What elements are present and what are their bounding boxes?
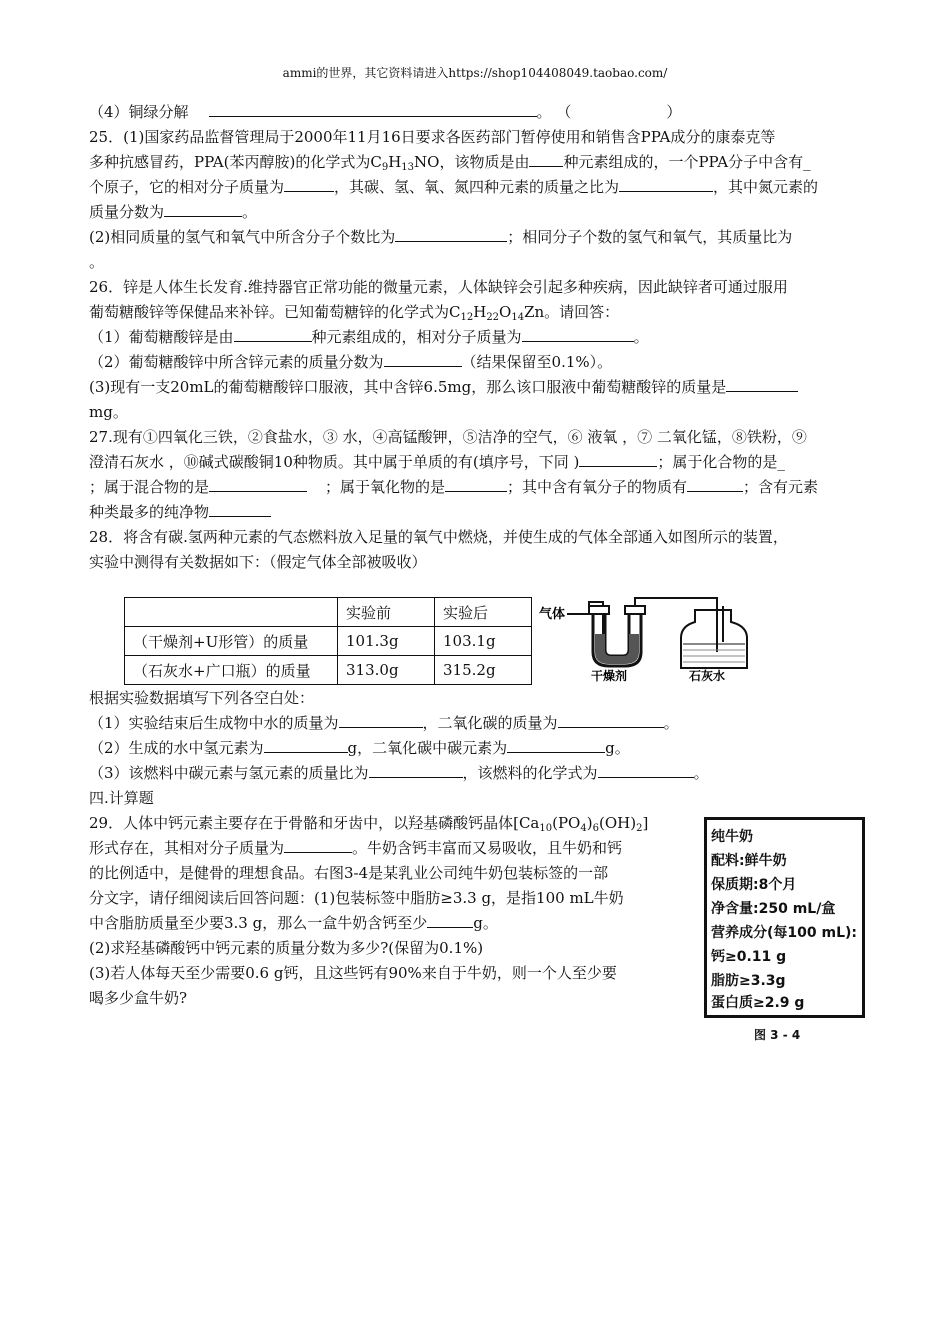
q26-line3: （1）葡萄糖酸锌是由 种元素组成的，相对分子质量为 。 bbox=[89, 328, 649, 346]
table-cell: （石灰水+广口瓶）的质量 bbox=[125, 656, 338, 685]
blank[interactable] bbox=[264, 738, 348, 753]
table-cell: 315.2g bbox=[435, 656, 532, 685]
q25-line1: 25．(1)国家药品监督管理局于2000年11月16日要求各医药部门暂停使用和销售含PPA成分的康泰克等 bbox=[89, 128, 776, 146]
label-ingredients: 配料:鲜牛奶 bbox=[711, 853, 787, 869]
table-row bbox=[125, 656, 532, 685]
blank[interactable] bbox=[427, 913, 473, 928]
blank[interactable] bbox=[598, 763, 694, 778]
q27-line1: 27.现有①四氧化三铁，②食盐水，③ 水，④高锰酸钾，⑤洁净的空气，⑥ 液氧 ，⑦ 二氧化锰，⑧铁粉，⑨ bbox=[89, 428, 807, 446]
q29-line2: 形式存在，其相对分子质量为 。牛奶含钙丰富而又易吸收，且牛奶和钙 bbox=[89, 839, 623, 857]
limewater-label: 石灰水 bbox=[689, 669, 726, 682]
label-nutrition: 营养成分(每100 mL): bbox=[711, 925, 858, 941]
blank[interactable] bbox=[558, 713, 664, 728]
blank[interactable] bbox=[209, 502, 271, 517]
q29-line8: 喝多少盒牛奶? bbox=[89, 989, 188, 1007]
blank[interactable] bbox=[522, 327, 634, 342]
limewater-fill bbox=[683, 650, 745, 662]
blank[interactable] bbox=[209, 477, 307, 492]
q28-line6: （3）该燃料中碳元素与氢元素的质量比为 ，该燃料的化学式为 。 bbox=[89, 764, 709, 782]
drying-agent-label: 干燥剂 bbox=[591, 669, 628, 682]
blank[interactable] bbox=[507, 738, 605, 753]
q26-line1: 26．锌是人体生长发育.维持器官正常功能的微量元素，人体缺锌会引起多种疾病，因此缺锌者可通过服用 bbox=[89, 278, 788, 296]
blank[interactable] bbox=[234, 327, 312, 342]
q28-line1: 28．将含有碳.氢两种元素的气态燃料放入足量的氧气中燃烧，并使生成的气体全部通入如图所示的装置， bbox=[89, 528, 788, 546]
blank[interactable] bbox=[164, 202, 242, 217]
label-fat: 脂肪≥3.3g bbox=[711, 973, 786, 989]
q28-line2: 实验中测得有关数据如下：（假定气体全部被吸收） bbox=[89, 553, 427, 571]
q26-line6: mg。 bbox=[89, 403, 128, 421]
table-cell: （干燥剂+U形管）的质量 bbox=[125, 627, 338, 656]
blank[interactable] bbox=[284, 177, 334, 192]
table-cell: 101.3g bbox=[338, 627, 435, 656]
stopper bbox=[625, 606, 645, 614]
blank[interactable] bbox=[619, 177, 713, 192]
blank[interactable] bbox=[395, 227, 507, 242]
q27-line4: 种类最多的纯净物 bbox=[89, 502, 271, 522]
blank[interactable] bbox=[687, 477, 743, 492]
blank[interactable] bbox=[726, 377, 798, 392]
blank[interactable] bbox=[339, 713, 423, 728]
q25-line3: 个原子，它的相对分子质量为 ，其碳、氢、氧、氮四种元素的质量之比为 ，其中氮元素的 bbox=[89, 178, 819, 196]
q25-line4: 质量分数为 。 bbox=[89, 203, 258, 221]
milk-package-label bbox=[704, 817, 865, 1018]
q29-line3: 的比例适中，是健骨的理想食品。右图3-4是某乳业公司纯牛奶包装标签的一部 bbox=[89, 864, 609, 882]
q25-line5: (2)相同质量的氢气和氧气中所含分子个数比为 ；相同分子个数的氢气和氧气，其质量比为 bbox=[89, 228, 793, 246]
table-cell bbox=[125, 598, 338, 627]
blank[interactable] bbox=[284, 838, 352, 853]
table-cell: 313.0g bbox=[338, 656, 435, 685]
q29-line1: 29．人体中钙元素主要存在于骨骼和牙齿中，以羟基磷酸钙晶体$[Ca_{10}(PO_4)_6(OH)_2]$ bbox=[89, 814, 649, 834]
q29-line6: (2)求羟基磷酸钙中钙元素的质量分数为多少?(保留为0.1%) bbox=[89, 939, 484, 957]
apparatus-diagram bbox=[537, 592, 777, 682]
q25-line6: 。 bbox=[89, 253, 105, 271]
blank[interactable] bbox=[384, 352, 462, 367]
drying-agent-fill bbox=[595, 634, 639, 664]
table-cell: 103.1g bbox=[435, 627, 532, 656]
q26-line2: 葡萄糖酸锌等保健品来补锌。已知葡萄糖锌的化学式为$C_{12}H_{22}O_{14}Zn$。请回答： bbox=[89, 303, 620, 323]
label-protein: 蛋白质≥2.9 g bbox=[711, 995, 805, 1011]
blank[interactable] bbox=[369, 763, 463, 778]
q29-line7: (3)若人体每天至少需要0.6 g钙，且这些钙有90%来自于牛奶，则一个人至少要 bbox=[89, 964, 617, 982]
figure-caption: 图 3 - 4 bbox=[754, 1028, 801, 1042]
u-tube-inner bbox=[605, 612, 629, 656]
q25-line2: 多种抗感冒药，PPA(苯丙醇胺)的化学式为$C_9H_{13}NO$，该物质是由 种元素组成的，一个PPA分子中含有_ bbox=[89, 153, 811, 173]
blank[interactable] bbox=[579, 452, 657, 467]
blank[interactable] bbox=[445, 477, 507, 492]
q24-item4: （4）铜绿分解 。 （ ） bbox=[89, 103, 682, 121]
stopper bbox=[589, 606, 609, 614]
table-row bbox=[125, 627, 532, 656]
q27-line3: ；属于混合物的是 ；属于氧化物的是 ；其中含有氧分子的物质有 ；含有元素 bbox=[89, 478, 819, 496]
q26-line5: (3)现有一支20mL的葡萄糖酸锌口服液，其中含锌6.5mg，那么该口服液中葡萄糖酸锌的质量是 bbox=[89, 377, 798, 397]
table-row bbox=[125, 598, 532, 627]
q26-line4: （2）葡萄糖酸锌中所含锌元素的质量分数为 （结果保留至0.1%）。 bbox=[89, 353, 613, 371]
gas-label: 气体 bbox=[539, 607, 566, 622]
wide-mouth-bottle bbox=[681, 610, 747, 668]
section-title: 四.计算题 bbox=[89, 789, 154, 807]
experiment-table bbox=[124, 597, 532, 685]
blank[interactable] bbox=[529, 152, 563, 167]
table-cell: 实验后 bbox=[435, 598, 532, 627]
table-cell: 实验前 bbox=[338, 598, 435, 627]
page-header: ammi的世界，其它资料请进入https://shop104408049.taobao.com/ bbox=[282, 66, 668, 80]
q29-line4: 分文字，请仔细阅读后回答问题：(1)包装标签中脂肪≥3.3 g，是指100 mL牛奶 bbox=[89, 889, 624, 907]
label-shelf-life: 保质期:8个月 bbox=[711, 877, 797, 893]
label-calcium: 钙≥0.11 g bbox=[711, 949, 787, 965]
label-net-content: 净含量:250 mL/盒 bbox=[711, 901, 836, 917]
label-title: 纯牛奶 bbox=[711, 829, 753, 845]
q28-line4: （1）实验结束后生成物中水的质量为 ，二氧化碳的质量为 。 bbox=[89, 714, 679, 732]
q29-line5: 中含脂肪质量至少要3.3 g，那么一盒牛奶含钙至少 g。 bbox=[89, 914, 498, 932]
blank[interactable] bbox=[209, 102, 537, 117]
q27-line2: 澄清石灰水 ，⑩碱式碳酸铜10种物质。其中属于单质的有(填序号，下同 ) ；属于化合物的是_ bbox=[89, 453, 785, 471]
q28-line5: （2）生成的水中氢元素为 g，二氧化碳中碳元素为 g。 bbox=[89, 739, 630, 757]
q28-line3: 根据实验数据填写下列各空白处： bbox=[89, 689, 315, 707]
